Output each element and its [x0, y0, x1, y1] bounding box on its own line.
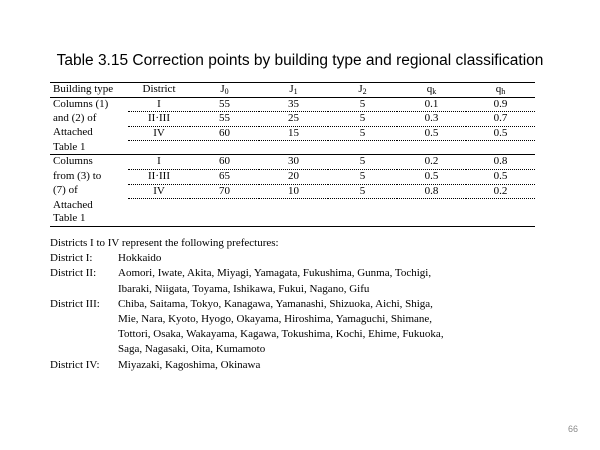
- district-cell: IV: [128, 184, 190, 199]
- header-j1: $J_1$: [259, 83, 328, 98]
- j2-cell: 5: [328, 184, 397, 199]
- qk-cell: 0.5: [397, 126, 466, 141]
- j0-cell: 55: [190, 97, 259, 112]
- prefecture-line: Aomori, Iwate, Akita, Miyagi, Yamagata, Fukushima, Gunma, Tochigi,: [118, 267, 432, 280]
- qh-cell: 0.9: [466, 97, 535, 112]
- header-qh: $q_h$: [466, 83, 535, 98]
- table-row: [50, 112, 535, 127]
- j0-cell: 60: [190, 155, 259, 170]
- district-4-note: [50, 358, 550, 373]
- building-type-cell: Columns: [53, 155, 93, 168]
- prefecture-line: Mie, Nara, Kyoto, Hyogo, Okayama, Hiroshima, Yamaguchi, Shimane,: [118, 313, 433, 326]
- qk-cell: 0.5: [397, 170, 466, 185]
- slide-title: Table 3.15 Correction points by building type and regional classification: [56, 52, 544, 69]
- page-number: 66: [567, 424, 578, 434]
- j2-cell: 5: [328, 126, 397, 141]
- qh-cell: 0.2: [466, 184, 535, 199]
- j0-cell: 70: [190, 184, 259, 199]
- district-4-label: District IV:: [50, 358, 100, 371]
- district-cell: I: [128, 97, 190, 112]
- building-type-cell: Table 1: [50, 212, 128, 226]
- table-header-row: [50, 83, 535, 98]
- header-j0: $J_0$: [190, 83, 259, 98]
- table-row: [50, 170, 535, 185]
- building-type-cell: Attached: [53, 198, 93, 211]
- district-1-label: District I:: [50, 252, 93, 265]
- j1-cell: 20: [259, 170, 328, 185]
- district-1-note: [50, 251, 550, 266]
- table-row: [50, 212, 535, 226]
- j0-cell: 55: [190, 112, 259, 127]
- prefecture-line: Tottori, Osaka, Wakayama, Kagawa, Tokushima, Kochi, Ehime, Fukuoka,: [118, 328, 444, 341]
- building-type-cell: from (3) to: [53, 169, 102, 182]
- table-row: [50, 141, 535, 155]
- table-row: [50, 199, 535, 213]
- notes-intro: Districts I to IV represent the following prefectures:: [50, 237, 279, 249]
- table-row: [50, 97, 535, 112]
- header-j2: $J_2$: [328, 83, 397, 98]
- header-qk: $q_k$: [397, 83, 466, 98]
- header-district: District: [128, 83, 190, 98]
- district-3-note: [50, 297, 550, 358]
- table-row: [50, 126, 535, 141]
- building-type-cell: and (2) of: [53, 111, 97, 124]
- district-cell: IV: [128, 126, 190, 141]
- qh-cell: 0.7: [466, 112, 535, 127]
- j1-cell: 35: [259, 97, 328, 112]
- district-3-label: District III:: [50, 297, 100, 310]
- district-2-prefectures: [118, 266, 550, 296]
- qh-cell: 0.5: [466, 170, 535, 185]
- district-cell: I: [128, 155, 190, 170]
- district-4-prefectures: Miyazaki, Kagoshima, Okinawa: [118, 358, 261, 371]
- prefecture-line: Chiba, Saitama, Tokyo, Kanagawa, Yamanashi, Shizuoka, Aichi, Shiga,: [118, 297, 433, 310]
- prefecture-line: Ibaraki, Niigata, Toyama, Ishikawa, Fukui, Nagano, Gifu: [118, 282, 370, 295]
- table-row: [50, 155, 535, 170]
- district-3-prefectures: [118, 297, 550, 358]
- district-2-label: District II:: [50, 267, 97, 280]
- j2-cell: 5: [328, 170, 397, 185]
- district-notes: [50, 236, 550, 373]
- qk-cell: 0.1: [397, 97, 466, 112]
- j1-cell: 10: [259, 184, 328, 199]
- j2-cell: 5: [328, 155, 397, 170]
- building-type-cell: (7) of: [53, 184, 78, 197]
- j0-cell: 60: [190, 126, 259, 141]
- building-type-cell: Table 1: [50, 141, 128, 155]
- j0-cell: 65: [190, 170, 259, 185]
- district-2-note: [50, 266, 550, 296]
- prefecture-line: Saga, Nagasaki, Oita, Kumamoto: [118, 343, 266, 356]
- qk-cell: 0.3: [397, 112, 466, 127]
- j1-cell: 15: [259, 126, 328, 141]
- j1-cell: 25: [259, 112, 328, 127]
- table-row: [50, 184, 535, 199]
- building-type-cell: Columns (1): [53, 97, 109, 110]
- building-type-cell: Attached: [53, 126, 93, 139]
- qk-cell: 0.8: [397, 184, 466, 199]
- qh-cell: 0.5: [466, 126, 535, 141]
- j2-cell: 5: [328, 97, 397, 112]
- j1-cell: 30: [259, 155, 328, 170]
- j2-cell: 5: [328, 112, 397, 127]
- district-cell: II·III: [128, 112, 190, 127]
- correction-points-table: [50, 82, 535, 227]
- district-cell: II·III: [128, 170, 190, 185]
- district-1-prefectures: Hokkaido: [118, 252, 162, 265]
- qk-cell: 0.2: [397, 155, 466, 170]
- correction-points-table-wrapper: [50, 82, 535, 227]
- qh-cell: 0.8: [466, 155, 535, 170]
- header-building-type: Building type: [50, 83, 128, 98]
